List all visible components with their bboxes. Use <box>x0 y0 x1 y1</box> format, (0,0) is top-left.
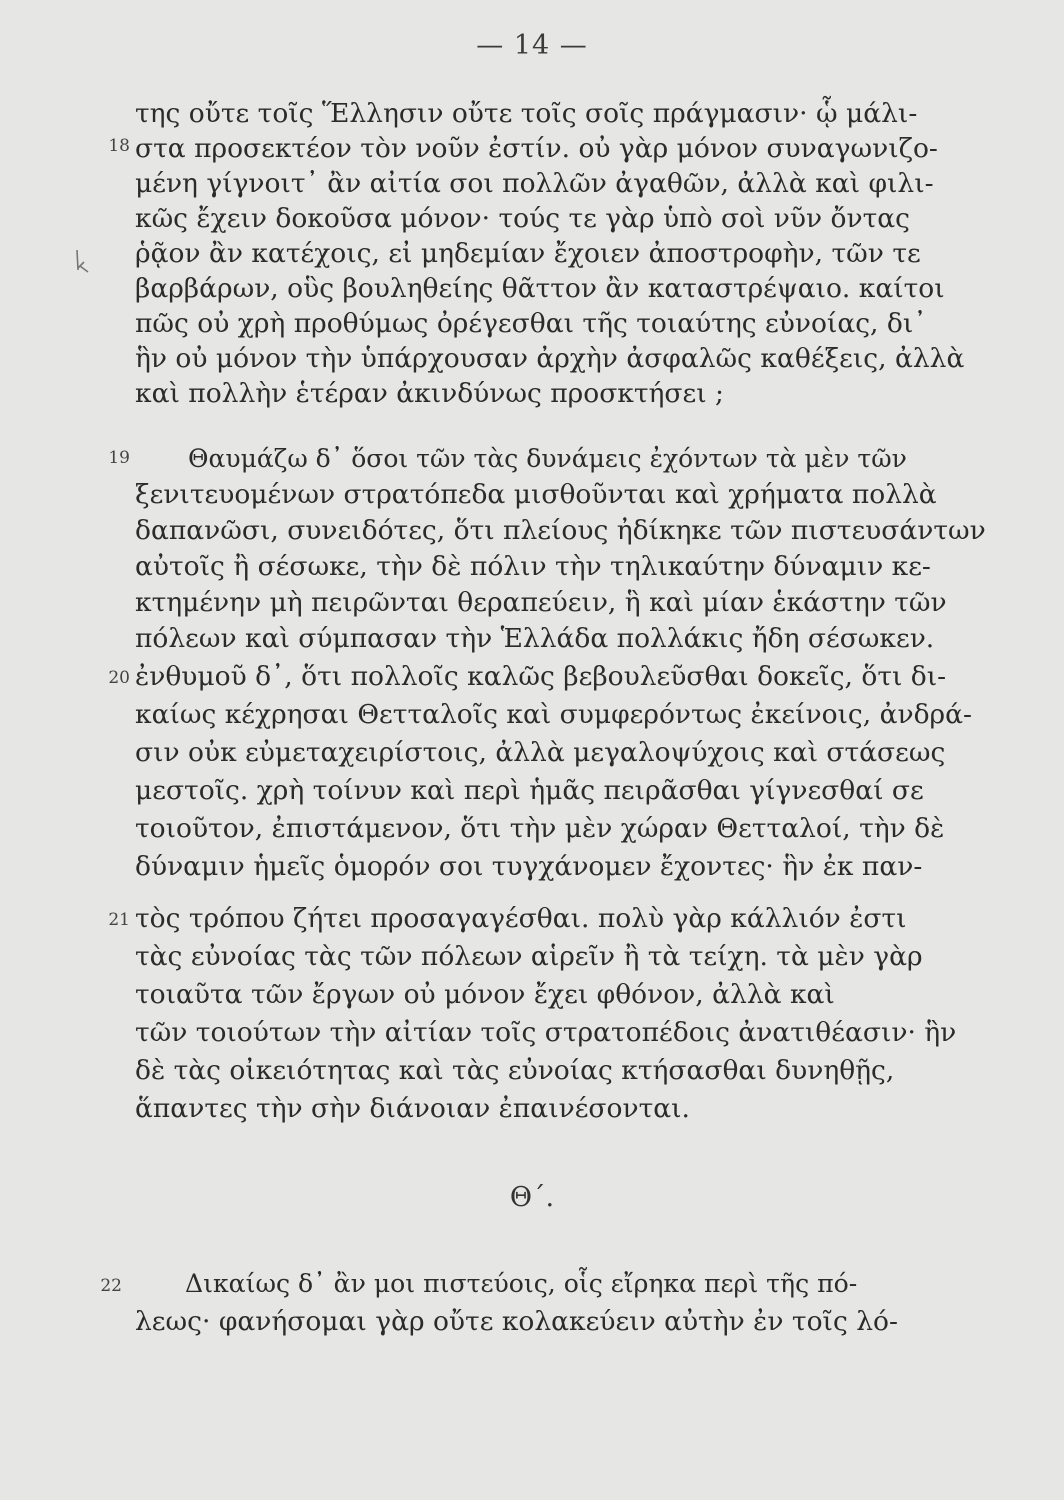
text-line: λεως· φανήσομαι γὰρ οὔτε κολακεύειν αὐτὴν ἐν τοῖς λό- <box>135 1306 898 1337</box>
text-line: ξενιτευομένων στρατόπεδα μισθοῦνται καὶ χρήματα πολλὰ <box>135 479 937 510</box>
section-number-18: 18 <box>108 136 130 156</box>
text-line: καίως κέχρησαι Θετταλοῖς καὶ συμφερόντως ἐκείνοις, ἀνδρά- <box>135 699 972 730</box>
text-line: δαπανῶσι, συνειδότες, ὅτι πλείους ἠδίκηκε τῶν πιστευσάντων <box>135 515 986 546</box>
section-heading: Θ΄. <box>509 1182 555 1213</box>
text-line: δὲ τὰς οἰκειότητας καὶ τὰς εὐνοίας κτήσασθαι δυνηθῇς, <box>135 1055 895 1086</box>
text-line: τοιοῦτον, ἐπιστάμενον, ὅτι τὴν μὲν χώραν Θετταλοί, τὴν δὲ <box>135 813 945 844</box>
pencil-annotation-mark <box>74 248 94 274</box>
text-line: αὐτοῖς ἢ σέσωκε, τὴν δὲ πόλιν τὴν τηλικαύτην δύναμιν κε- <box>135 551 931 582</box>
text-line: κῶς ἔχειν δοκοῦσα μόνον· τούς τε γὰρ ὑπὸ σοὶ νῦν ὄντας <box>135 203 911 234</box>
text-line: τῶν τοιούτων τὴν αἰτίαν τοῖς στρατοπέδοις ἀνατιθέασιν· ἣν <box>135 1017 957 1048</box>
section-number-20: 20 <box>108 668 130 688</box>
text-line: της οὔτε τοῖς Ἕλλησιν οὔτε τοῖς σοῖς πράγμασιν· ᾧ μάλι- <box>135 98 918 129</box>
text-line: πόλεων καὶ σύμπασαν τὴν Ἑλλάδα πολλάκις ἤδη σέσωκεν. <box>135 623 935 654</box>
text-line: ἣν οὐ μόνον τὴν ὑπάρχουσαν ἀρχὴν ἀσφαλῶς καθέξεις, ἀλλὰ <box>135 343 965 374</box>
text-line: Δικαίως δ᾿ ἂν μοι πιστεύοις, οἷς εἴρηκα περὶ τῆς πό- <box>185 1269 858 1298</box>
text-line: καὶ πολλὴν ἑτέραν ἀκινδύνως προσκτήσει ; <box>135 378 724 409</box>
text-line: δύναμιν ἡμεῖς ὁμορόν σοι τυγχάνομεν ἔχοντες· ἣν ἐκ παν- <box>135 851 923 882</box>
text-line: ἅπαντες τὴν σὴν διάνοιαν ἐπαινέσονται. <box>135 1093 690 1124</box>
text-line: τὰς εὐνοίας τὰς τῶν πόλεων αἱρεῖν ἢ τὰ τείχη. τὰ μὲν γὰρ <box>135 941 923 972</box>
section-number-21: 21 <box>108 910 130 930</box>
text-line: βαρβάρων, οὓς βουληθείης θᾶττον ἂν καταστρέψαιο. καίτοι <box>135 273 945 304</box>
text-line: μεστοῖς. χρὴ τοίνυν καὶ περὶ ἡμᾶς πειρᾶσθαι γίγνεσθαί σε <box>135 775 924 806</box>
text-line: ῥᾷον ἂν κατέχοις, εἰ μηδεμίαν ἔχοιεν ἀποστροφὴν, τῶν τε <box>135 238 921 269</box>
text-line: πῶς οὐ χρὴ προθύμως ὀρέγεσθαι τῆς τοιαύτης εὐνοίας, δι᾿ <box>135 308 927 339</box>
text-line: κτημένην μὴ πειρῶνται θεραπεύειν, ἣ καὶ μίαν ἑκάστην τῶν <box>135 587 947 618</box>
text-line: τὸς τρόπου ζήτει προσαγαγέσθαι. πολὺ γὰρ κάλλιόν ἐστι <box>135 903 907 934</box>
text-line: ἐνθυμοῦ δ᾿, ὅτι πολλοῖς καλῶς βεβουλεῦσθαι δοκεῖς, ὅτι δι- <box>135 661 947 692</box>
section-number-19: 19 <box>108 448 130 468</box>
text-line: σιν οὐκ εὐμεταχειρίστοις, ἀλλὰ μεγαλοψύχοις καὶ στάσεως <box>135 737 946 768</box>
text-line: Θαυμάζω δ᾿ ὅσοι τῶν τὰς δυνάμεις ἐχόντων τὰ μὲν τῶν <box>188 444 907 473</box>
text-line: τοιαῦτα τῶν ἔργων οὐ μόνον ἔχει φθόνον, ἀλλὰ καὶ <box>135 979 835 1010</box>
section-number-22: 22 <box>100 1276 122 1296</box>
page-number: — 14 — <box>476 30 588 61</box>
text-line: στα προσεκτέον τὸν νοῦν ἐστίν. οὐ γὰρ μόνον συναγωνιζο- <box>135 133 938 164</box>
text-line: μένη γίγνοιτ᾿ ἂν αἰτία σοι πολλῶν ἀγαθῶν, ἀλλὰ καὶ φιλι- <box>135 168 934 199</box>
